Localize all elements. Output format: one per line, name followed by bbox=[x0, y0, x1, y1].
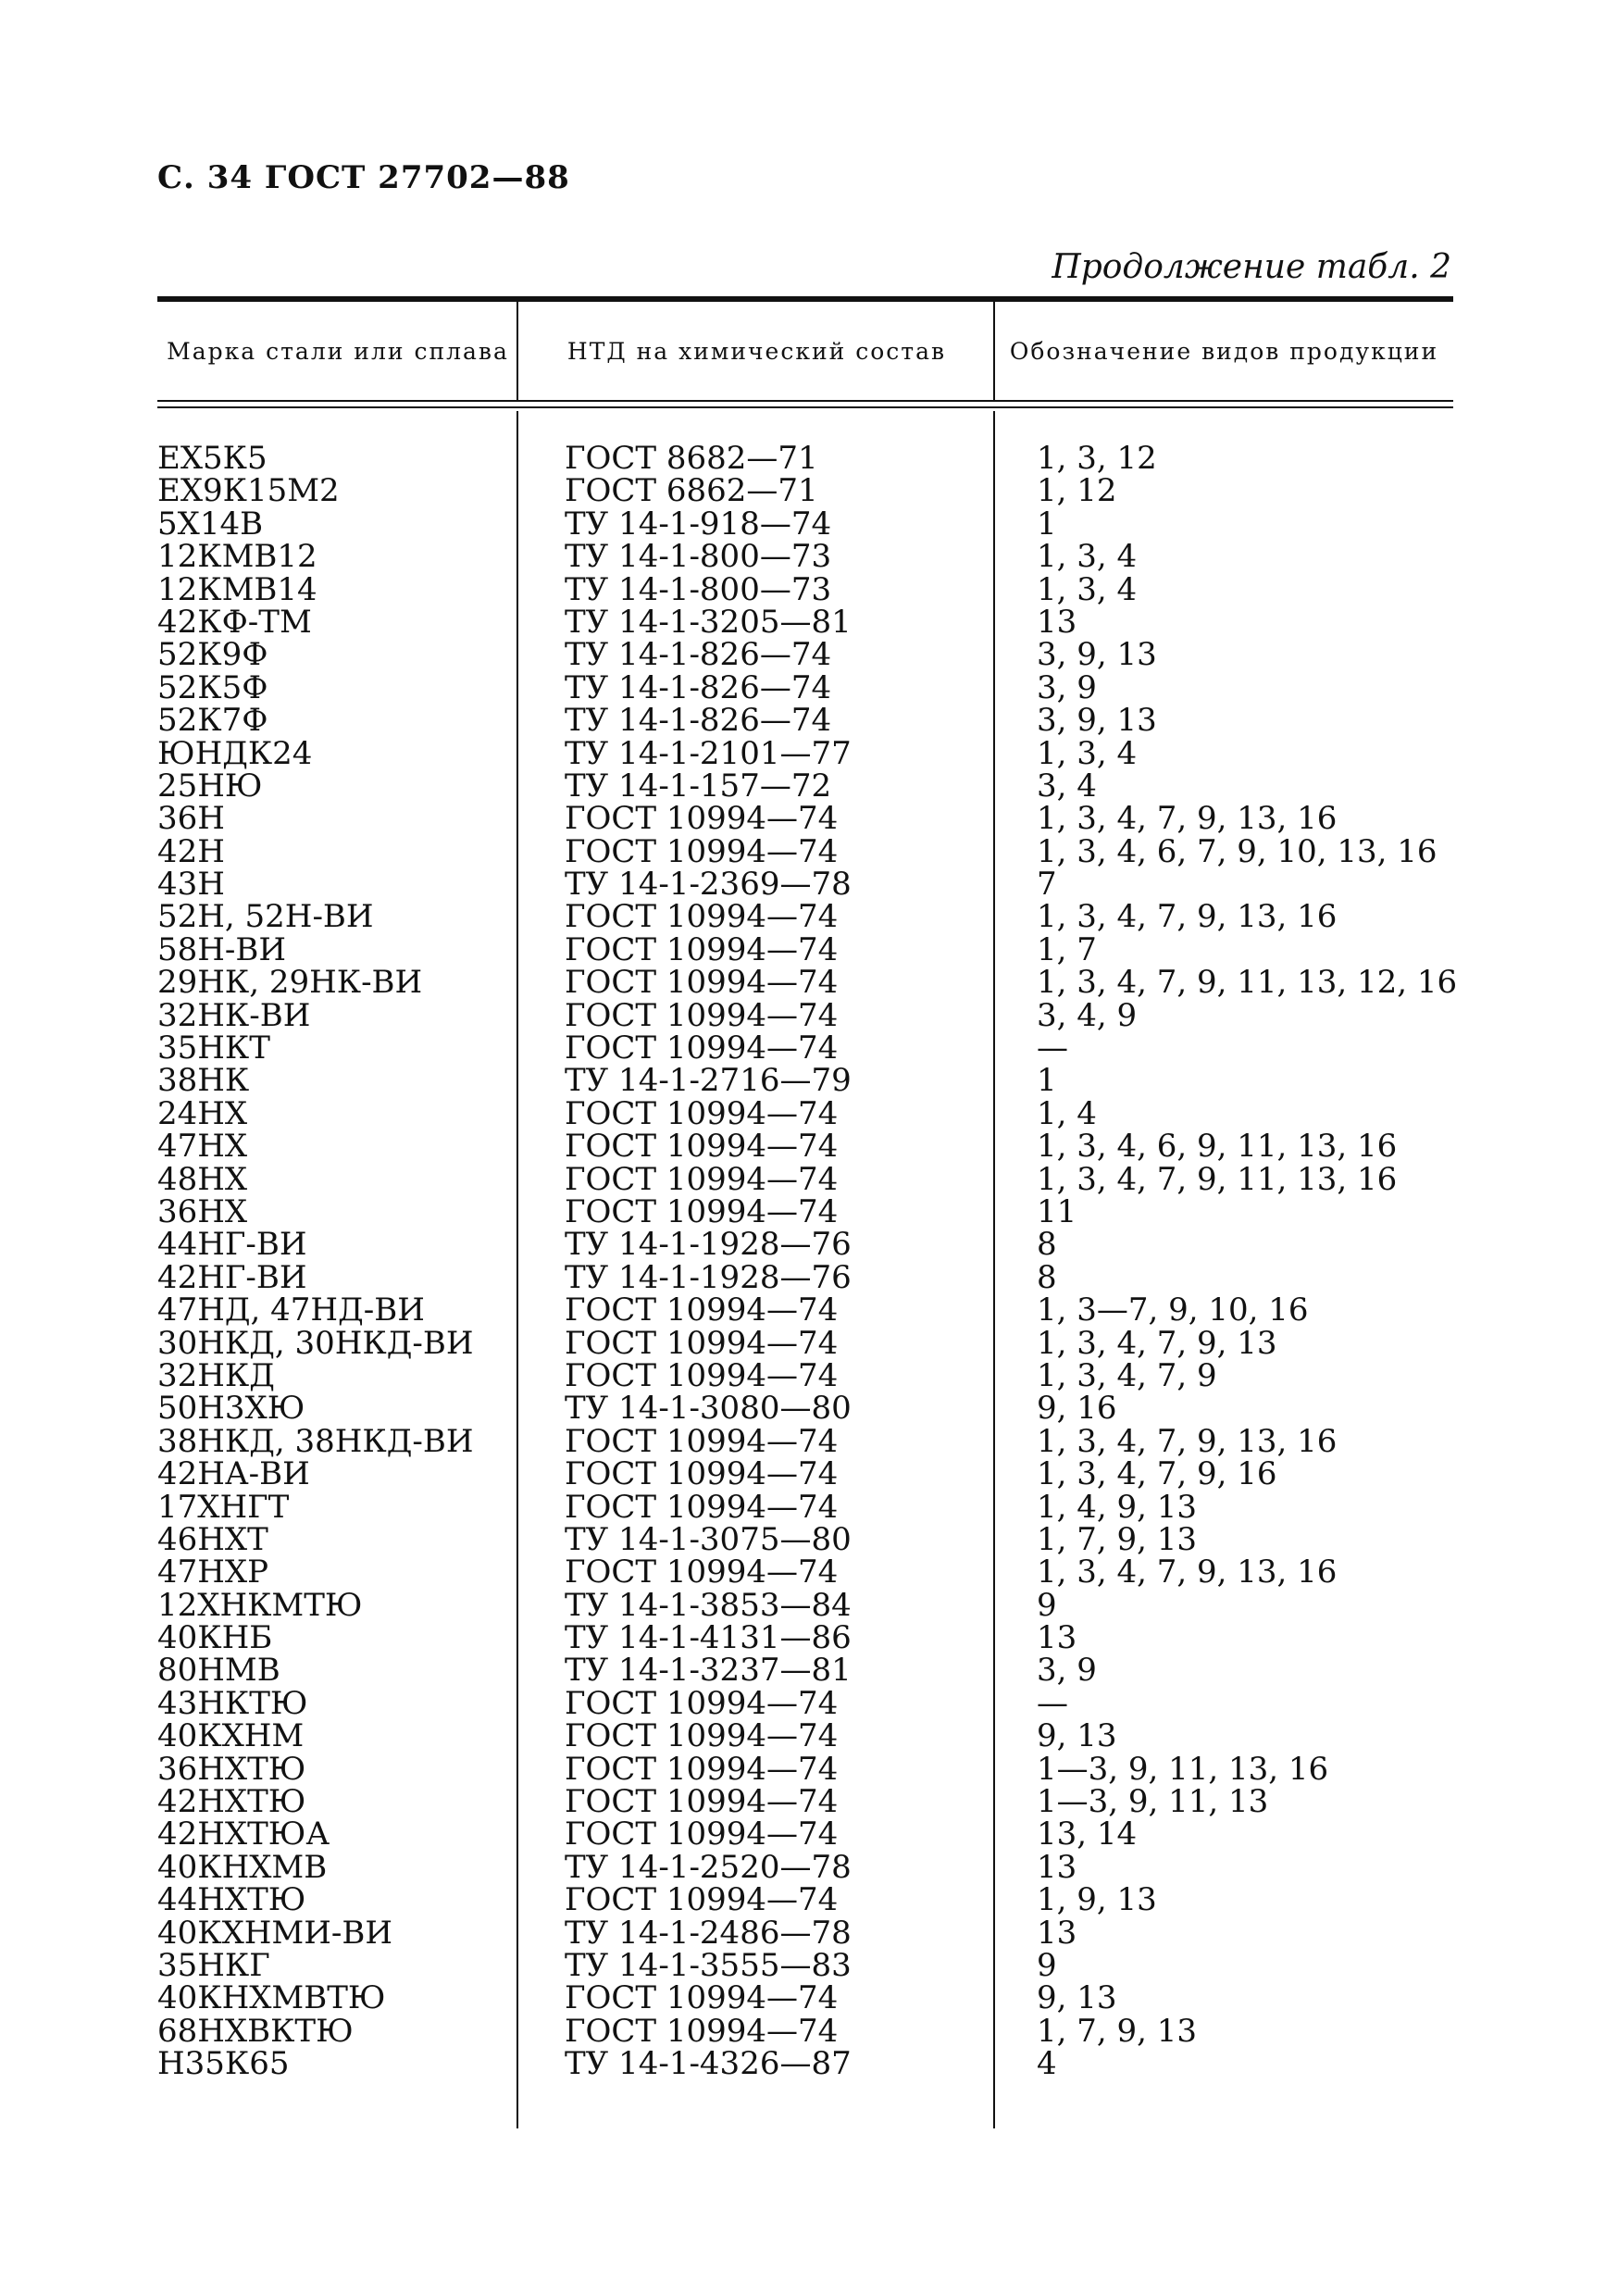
cell-grade: 36НХТЮ bbox=[157, 1750, 306, 1788]
cell-grade: 42НХТЮА bbox=[157, 1816, 330, 1853]
cell-ntd: ГОСТ 10994—74 bbox=[565, 1160, 839, 1198]
cell-product-types: 11 bbox=[1037, 1192, 1077, 1230]
cell-ntd: ТУ 14-1-1928—76 bbox=[565, 1258, 852, 1296]
table-row bbox=[157, 1914, 1453, 1952]
cell-product-types: 1 bbox=[1037, 505, 1057, 543]
cell-product-types: 3, 9 bbox=[1037, 1652, 1097, 1690]
cell-product-types: 1, 3, 4, 7, 9, 11, 13, 12, 16 bbox=[1037, 964, 1458, 1002]
header-rule-upper bbox=[157, 400, 1453, 402]
cell-ntd: ТУ 14-1-3555—83 bbox=[565, 1946, 852, 1984]
cell-ntd: ТУ 14-1-4131—86 bbox=[565, 1619, 852, 1657]
table-row bbox=[157, 440, 1453, 477]
table-row bbox=[157, 1128, 1453, 1166]
cell-product-types: 1, 9, 13 bbox=[1037, 1881, 1157, 1919]
column-header-product-types: Обозначение видов продукции bbox=[1009, 338, 1439, 365]
cell-product-types: 7 bbox=[1037, 866, 1057, 904]
cell-product-types: 4 bbox=[1037, 2045, 1057, 2083]
table-row bbox=[157, 1422, 1453, 1460]
cell-ntd: ТУ 14-1-2486—78 bbox=[565, 1914, 852, 1952]
cell-grade: ЮНДК24 bbox=[157, 734, 313, 772]
table-body bbox=[157, 440, 1458, 2083]
table-row bbox=[157, 570, 1453, 608]
cell-ntd: ГОСТ 10994—74 bbox=[565, 800, 839, 838]
table-row bbox=[157, 2045, 1453, 2083]
table-row bbox=[157, 1258, 1453, 1296]
cell-product-types: 9 bbox=[1037, 1946, 1057, 1984]
table-row bbox=[157, 1488, 1453, 1526]
cell-grade: 52К7Ф bbox=[157, 702, 268, 740]
cell-product-types: 13 bbox=[1037, 603, 1077, 641]
cell-product-types: 3, 9, 13 bbox=[1037, 636, 1157, 674]
table-row bbox=[157, 996, 1453, 1034]
cell-product-types: 8 bbox=[1037, 1226, 1057, 1264]
header-rule-lower bbox=[157, 406, 1453, 408]
cell-product-types: 1 bbox=[1037, 1062, 1057, 1100]
cell-product-types: 1, 3, 4, 7, 9, 16 bbox=[1037, 1455, 1277, 1493]
cell-ntd: ГОСТ 10994—74 bbox=[565, 1881, 839, 1919]
cell-product-types: — bbox=[1037, 1029, 1068, 1067]
cell-product-types: 1, 3, 4, 7, 9, 13, 16 bbox=[1037, 1554, 1338, 1591]
table-row bbox=[157, 898, 1453, 936]
cell-grade: 68НХВКТЮ bbox=[157, 2012, 354, 2050]
cell-grade: Н35К65 bbox=[157, 2045, 290, 2083]
cell-grade: 80НМВ bbox=[157, 1652, 280, 1690]
table-row bbox=[157, 1652, 1453, 1690]
cell-product-types: 13, 14 bbox=[1037, 1816, 1138, 1853]
cell-ntd: ГОСТ 10994—74 bbox=[565, 832, 839, 870]
cell-ntd: ГОСТ 10994—74 bbox=[565, 996, 839, 1034]
cell-grade: 12КМВ12 bbox=[157, 538, 317, 576]
cell-ntd: ТУ 14-1-826—74 bbox=[565, 702, 832, 740]
cell-grade: 47НД, 47НД-ВИ bbox=[157, 1292, 425, 1329]
cell-product-types: 9, 13 bbox=[1037, 1717, 1117, 1755]
cell-ntd: ГОСТ 10994—74 bbox=[565, 1684, 839, 1722]
cell-ntd: ГОСТ 6862—71 bbox=[565, 472, 818, 510]
cell-product-types: 1, 4 bbox=[1037, 1094, 1097, 1132]
table-row bbox=[157, 1684, 1453, 1722]
cell-ntd: ГОСТ 10994—74 bbox=[565, 1029, 839, 1067]
cell-product-types: 1—3, 9, 11, 13 bbox=[1037, 1783, 1269, 1821]
table-row bbox=[157, 1226, 1453, 1264]
cell-grade: 52К9Ф bbox=[157, 636, 268, 674]
cell-ntd: ГОСТ 10994—74 bbox=[565, 1094, 839, 1132]
cell-product-types: 8 bbox=[1037, 1258, 1057, 1296]
cell-grade: 48НХ bbox=[157, 1160, 248, 1198]
cell-grade: 36Н bbox=[157, 800, 225, 838]
table-row bbox=[157, 1750, 1453, 1788]
table-row bbox=[157, 964, 1458, 1002]
cell-grade: 25НЮ bbox=[157, 767, 263, 805]
cell-ntd: ТУ 14-1-2520—78 bbox=[565, 1848, 852, 1886]
cell-grade: 40КХНМ bbox=[157, 1717, 305, 1755]
cell-grade: 58Н-ВИ bbox=[157, 930, 287, 968]
page-header: С. 34 ГОСТ 27702—88 bbox=[157, 159, 570, 196]
cell-grade: 5Х14В bbox=[157, 505, 264, 543]
cell-ntd: ТУ 14-1-157—72 bbox=[565, 767, 832, 805]
table-row bbox=[157, 1556, 1453, 1589]
cell-ntd: ГОСТ 10994—74 bbox=[565, 1324, 839, 1362]
table-row bbox=[157, 1520, 1453, 1558]
table-row bbox=[157, 1881, 1453, 1919]
cell-ntd: ГОСТ 10994—74 bbox=[565, 1455, 839, 1493]
cell-grade: ЕХ5К5 bbox=[157, 440, 268, 477]
cell-product-types: 13 bbox=[1037, 1914, 1077, 1952]
cell-grade: 29НК, 29НК-ВИ bbox=[157, 964, 423, 1002]
table-row bbox=[157, 702, 1453, 740]
cell-product-types: 1, 3, 4, 7, 9, 13 bbox=[1037, 1324, 1277, 1362]
cell-ntd: ГОСТ 10994—74 bbox=[565, 964, 839, 1002]
cell-grade: ЕХ9К15М2 bbox=[157, 472, 340, 510]
cell-grade: 42Н bbox=[157, 832, 225, 870]
cell-product-types: 1, 3, 4, 7, 9, 11, 13, 16 bbox=[1037, 1160, 1398, 1198]
cell-grade: 46НХТ bbox=[157, 1520, 268, 1558]
table-row bbox=[157, 636, 1453, 674]
column-header-grade: Марка стали или сплава bbox=[167, 338, 509, 365]
table-row bbox=[157, 734, 1453, 772]
table-row bbox=[157, 832, 1453, 870]
cell-ntd: ТУ 14-1-3080—80 bbox=[565, 1390, 852, 1428]
cell-grade: 40КНБ bbox=[157, 1619, 273, 1657]
cell-ntd: ГОСТ 10994—74 bbox=[565, 1488, 839, 1526]
cell-grade: 42КФ-ТМ bbox=[157, 603, 312, 641]
table-row bbox=[157, 767, 1453, 805]
cell-product-types: 1, 3, 4 bbox=[1037, 538, 1138, 576]
cell-grade: 12ХНКМТЮ bbox=[157, 1586, 363, 1624]
cell-product-types: 1, 3, 4, 7, 9 bbox=[1037, 1356, 1217, 1394]
cell-ntd: ТУ 14-1-2101—77 bbox=[565, 734, 852, 772]
table-row bbox=[157, 1324, 1453, 1362]
cell-grade: 24НХ bbox=[157, 1094, 248, 1132]
table-header bbox=[157, 306, 1453, 398]
cell-ntd: ГОСТ 10994—74 bbox=[565, 1816, 839, 1853]
cell-grade: 35НКТ bbox=[157, 1029, 270, 1067]
cell-product-types: 1, 3, 4, 7, 9, 13, 16 bbox=[1037, 1422, 1338, 1460]
cell-ntd: ТУ 14-1-3075—80 bbox=[565, 1520, 852, 1558]
cell-grade: 32НКД bbox=[157, 1356, 275, 1394]
table-row bbox=[157, 1390, 1453, 1428]
column-header-ntd: НТД на химический состав bbox=[566, 338, 947, 365]
table-row bbox=[157, 800, 1453, 838]
cell-ntd: ГОСТ 10994—74 bbox=[565, 1292, 839, 1329]
cell-grade: 35НКГ bbox=[157, 1946, 270, 1984]
table-row bbox=[157, 603, 1453, 641]
table-continuation-label: Продолжение табл. 2 bbox=[1052, 248, 1451, 286]
cell-grade: 44НГ-ВИ bbox=[157, 1226, 307, 1264]
cell-grade: 30НКД, 30НКД-ВИ bbox=[157, 1324, 474, 1362]
table-row bbox=[157, 1586, 1453, 1624]
cell-product-types: 1, 7 bbox=[1037, 930, 1097, 968]
cell-ntd: ТУ 14-1-2369—78 bbox=[565, 866, 852, 904]
cell-ntd: ТУ 14-1-2716—79 bbox=[565, 1062, 852, 1100]
cell-product-types: 13 bbox=[1037, 1848, 1077, 1886]
cell-ntd: ГОСТ 10994—74 bbox=[565, 1979, 839, 2017]
cell-ntd: ТУ 14-1-918—74 bbox=[565, 505, 832, 543]
cell-product-types: 1, 3, 4, 7, 9, 13, 16 bbox=[1037, 800, 1338, 838]
cell-ntd: ТУ 14-1-3853—84 bbox=[565, 1586, 852, 1624]
table-row bbox=[157, 1294, 1453, 1327]
cell-ntd: ГОСТ 10994—74 bbox=[565, 1783, 839, 1821]
cell-grade: 38НК bbox=[157, 1062, 250, 1100]
table-row bbox=[157, 538, 1453, 576]
cell-grade: 36НХ bbox=[157, 1192, 248, 1230]
cell-ntd: ГОСТ 10994—74 bbox=[565, 1128, 839, 1166]
cell-ntd: ГОСТ 10994—74 bbox=[565, 898, 839, 936]
cell-product-types: 9 bbox=[1037, 1586, 1057, 1624]
table-row bbox=[157, 1160, 1453, 1198]
table-row bbox=[157, 1848, 1453, 1886]
table-row bbox=[157, 2012, 1453, 2050]
table-row bbox=[157, 1029, 1453, 1067]
cell-product-types: 1, 3, 4 bbox=[1037, 570, 1138, 608]
table-top-rule bbox=[157, 296, 1453, 302]
table-row bbox=[157, 866, 1453, 904]
cell-grade: 47НХР bbox=[157, 1554, 268, 1591]
cell-product-types: 3, 9 bbox=[1037, 668, 1097, 706]
cell-product-types: 1, 12 bbox=[1037, 472, 1117, 510]
cell-product-types: 1, 4, 9, 13 bbox=[1037, 1488, 1198, 1526]
cell-ntd: ТУ 14-1-1928—76 bbox=[565, 1226, 852, 1264]
cell-product-types: 1, 3, 4, 7, 9, 13, 16 bbox=[1037, 898, 1338, 936]
cell-product-types: 1, 3, 4, 6, 9, 11, 13, 16 bbox=[1037, 1128, 1398, 1166]
cell-product-types: 1, 7, 9, 13 bbox=[1037, 1520, 1198, 1558]
cell-product-types: 1, 3, 4 bbox=[1037, 734, 1138, 772]
table-row bbox=[157, 930, 1453, 968]
cell-ntd: ТУ 14-1-3237—81 bbox=[565, 1652, 852, 1690]
table-row bbox=[157, 1979, 1453, 2017]
cell-grade: 50Н3ХЮ bbox=[157, 1390, 305, 1428]
cell-product-types: 1, 7, 9, 13 bbox=[1037, 2012, 1198, 2050]
cell-product-types: 3, 4 bbox=[1037, 767, 1097, 805]
table-row bbox=[157, 1455, 1453, 1493]
cell-grade: 40КНХМВ bbox=[157, 1848, 328, 1886]
cell-ntd: ТУ 14-1-826—74 bbox=[565, 636, 832, 674]
cell-grade: 43Н bbox=[157, 866, 225, 904]
header-divider-2 bbox=[993, 302, 995, 400]
table-row bbox=[157, 1356, 1453, 1394]
cell-grade: 42НГ-ВИ bbox=[157, 1258, 307, 1296]
table-row bbox=[157, 472, 1453, 510]
table-row bbox=[157, 1192, 1453, 1230]
cell-grade: 47НХ bbox=[157, 1128, 248, 1166]
table-row bbox=[157, 1619, 1453, 1657]
cell-grade: 17ХНГТ bbox=[157, 1488, 290, 1526]
cell-product-types: 13 bbox=[1037, 1619, 1077, 1657]
cell-grade: 32НК-ВИ bbox=[157, 996, 311, 1034]
cell-ntd: ТУ 14-1-800—73 bbox=[565, 570, 832, 608]
cell-grade: 38НКД, 38НКД-ВИ bbox=[157, 1422, 474, 1460]
table-row bbox=[157, 505, 1453, 543]
cell-ntd: ТУ 14-1-800—73 bbox=[565, 538, 832, 576]
cell-ntd: ГОСТ 8682—71 bbox=[565, 440, 818, 477]
cell-ntd: ТУ 14-1-4326—87 bbox=[565, 2045, 852, 2083]
table-row bbox=[157, 1717, 1453, 1755]
cell-grade: 44НХТЮ bbox=[157, 1881, 306, 1919]
cell-ntd: ГОСТ 10994—74 bbox=[565, 1554, 839, 1591]
cell-grade: 40КХНМИ-ВИ bbox=[157, 1914, 393, 1952]
header-divider-1 bbox=[517, 302, 518, 400]
cell-grade: 12КМВ14 bbox=[157, 570, 317, 608]
table-row bbox=[157, 1946, 1453, 1984]
cell-grade: 43НКТЮ bbox=[157, 1684, 308, 1722]
table-row bbox=[157, 668, 1453, 706]
cell-ntd: ГОСТ 10994—74 bbox=[565, 1356, 839, 1394]
cell-ntd: ТУ 14-1-826—74 bbox=[565, 668, 832, 706]
cell-product-types: 3, 4, 9 bbox=[1037, 996, 1138, 1034]
cell-product-types: 1—3, 9, 11, 13, 16 bbox=[1037, 1750, 1329, 1788]
cell-product-types: 1, 3, 4, 6, 7, 9, 10, 13, 16 bbox=[1037, 832, 1438, 870]
cell-ntd: ГОСТ 10994—74 bbox=[565, 1750, 839, 1788]
cell-ntd: ГОСТ 10994—74 bbox=[565, 930, 839, 968]
cell-ntd: ГОСТ 10994—74 bbox=[565, 1192, 839, 1230]
cell-product-types: 1, 3, 12 bbox=[1037, 440, 1157, 477]
cell-product-types: — bbox=[1037, 1684, 1068, 1722]
table-row bbox=[157, 1094, 1453, 1132]
table-row bbox=[157, 1818, 1453, 1851]
cell-grade: 42НА-ВИ bbox=[157, 1455, 310, 1493]
cell-grade: 40КНХМВТЮ bbox=[157, 1979, 386, 2017]
cell-ntd: ГОСТ 10994—74 bbox=[565, 1422, 839, 1460]
table-row bbox=[157, 1783, 1453, 1821]
cell-ntd: ТУ 14-1-3205—81 bbox=[565, 603, 852, 641]
cell-ntd: ГОСТ 10994—74 bbox=[565, 2012, 839, 2050]
cell-grade: 42НХТЮ bbox=[157, 1783, 306, 1821]
cell-ntd: ГОСТ 10994—74 bbox=[565, 1717, 839, 1755]
cell-product-types: 1, 3—7, 9, 10, 16 bbox=[1037, 1292, 1309, 1329]
cell-grade: 52Н, 52Н-ВИ bbox=[157, 898, 374, 936]
table-row bbox=[157, 1062, 1453, 1100]
cell-grade: 52К5Ф bbox=[157, 668, 268, 706]
cell-product-types: 3, 9, 13 bbox=[1037, 702, 1157, 740]
cell-product-types: 9, 16 bbox=[1037, 1390, 1117, 1428]
cell-product-types: 9, 13 bbox=[1037, 1979, 1117, 2017]
